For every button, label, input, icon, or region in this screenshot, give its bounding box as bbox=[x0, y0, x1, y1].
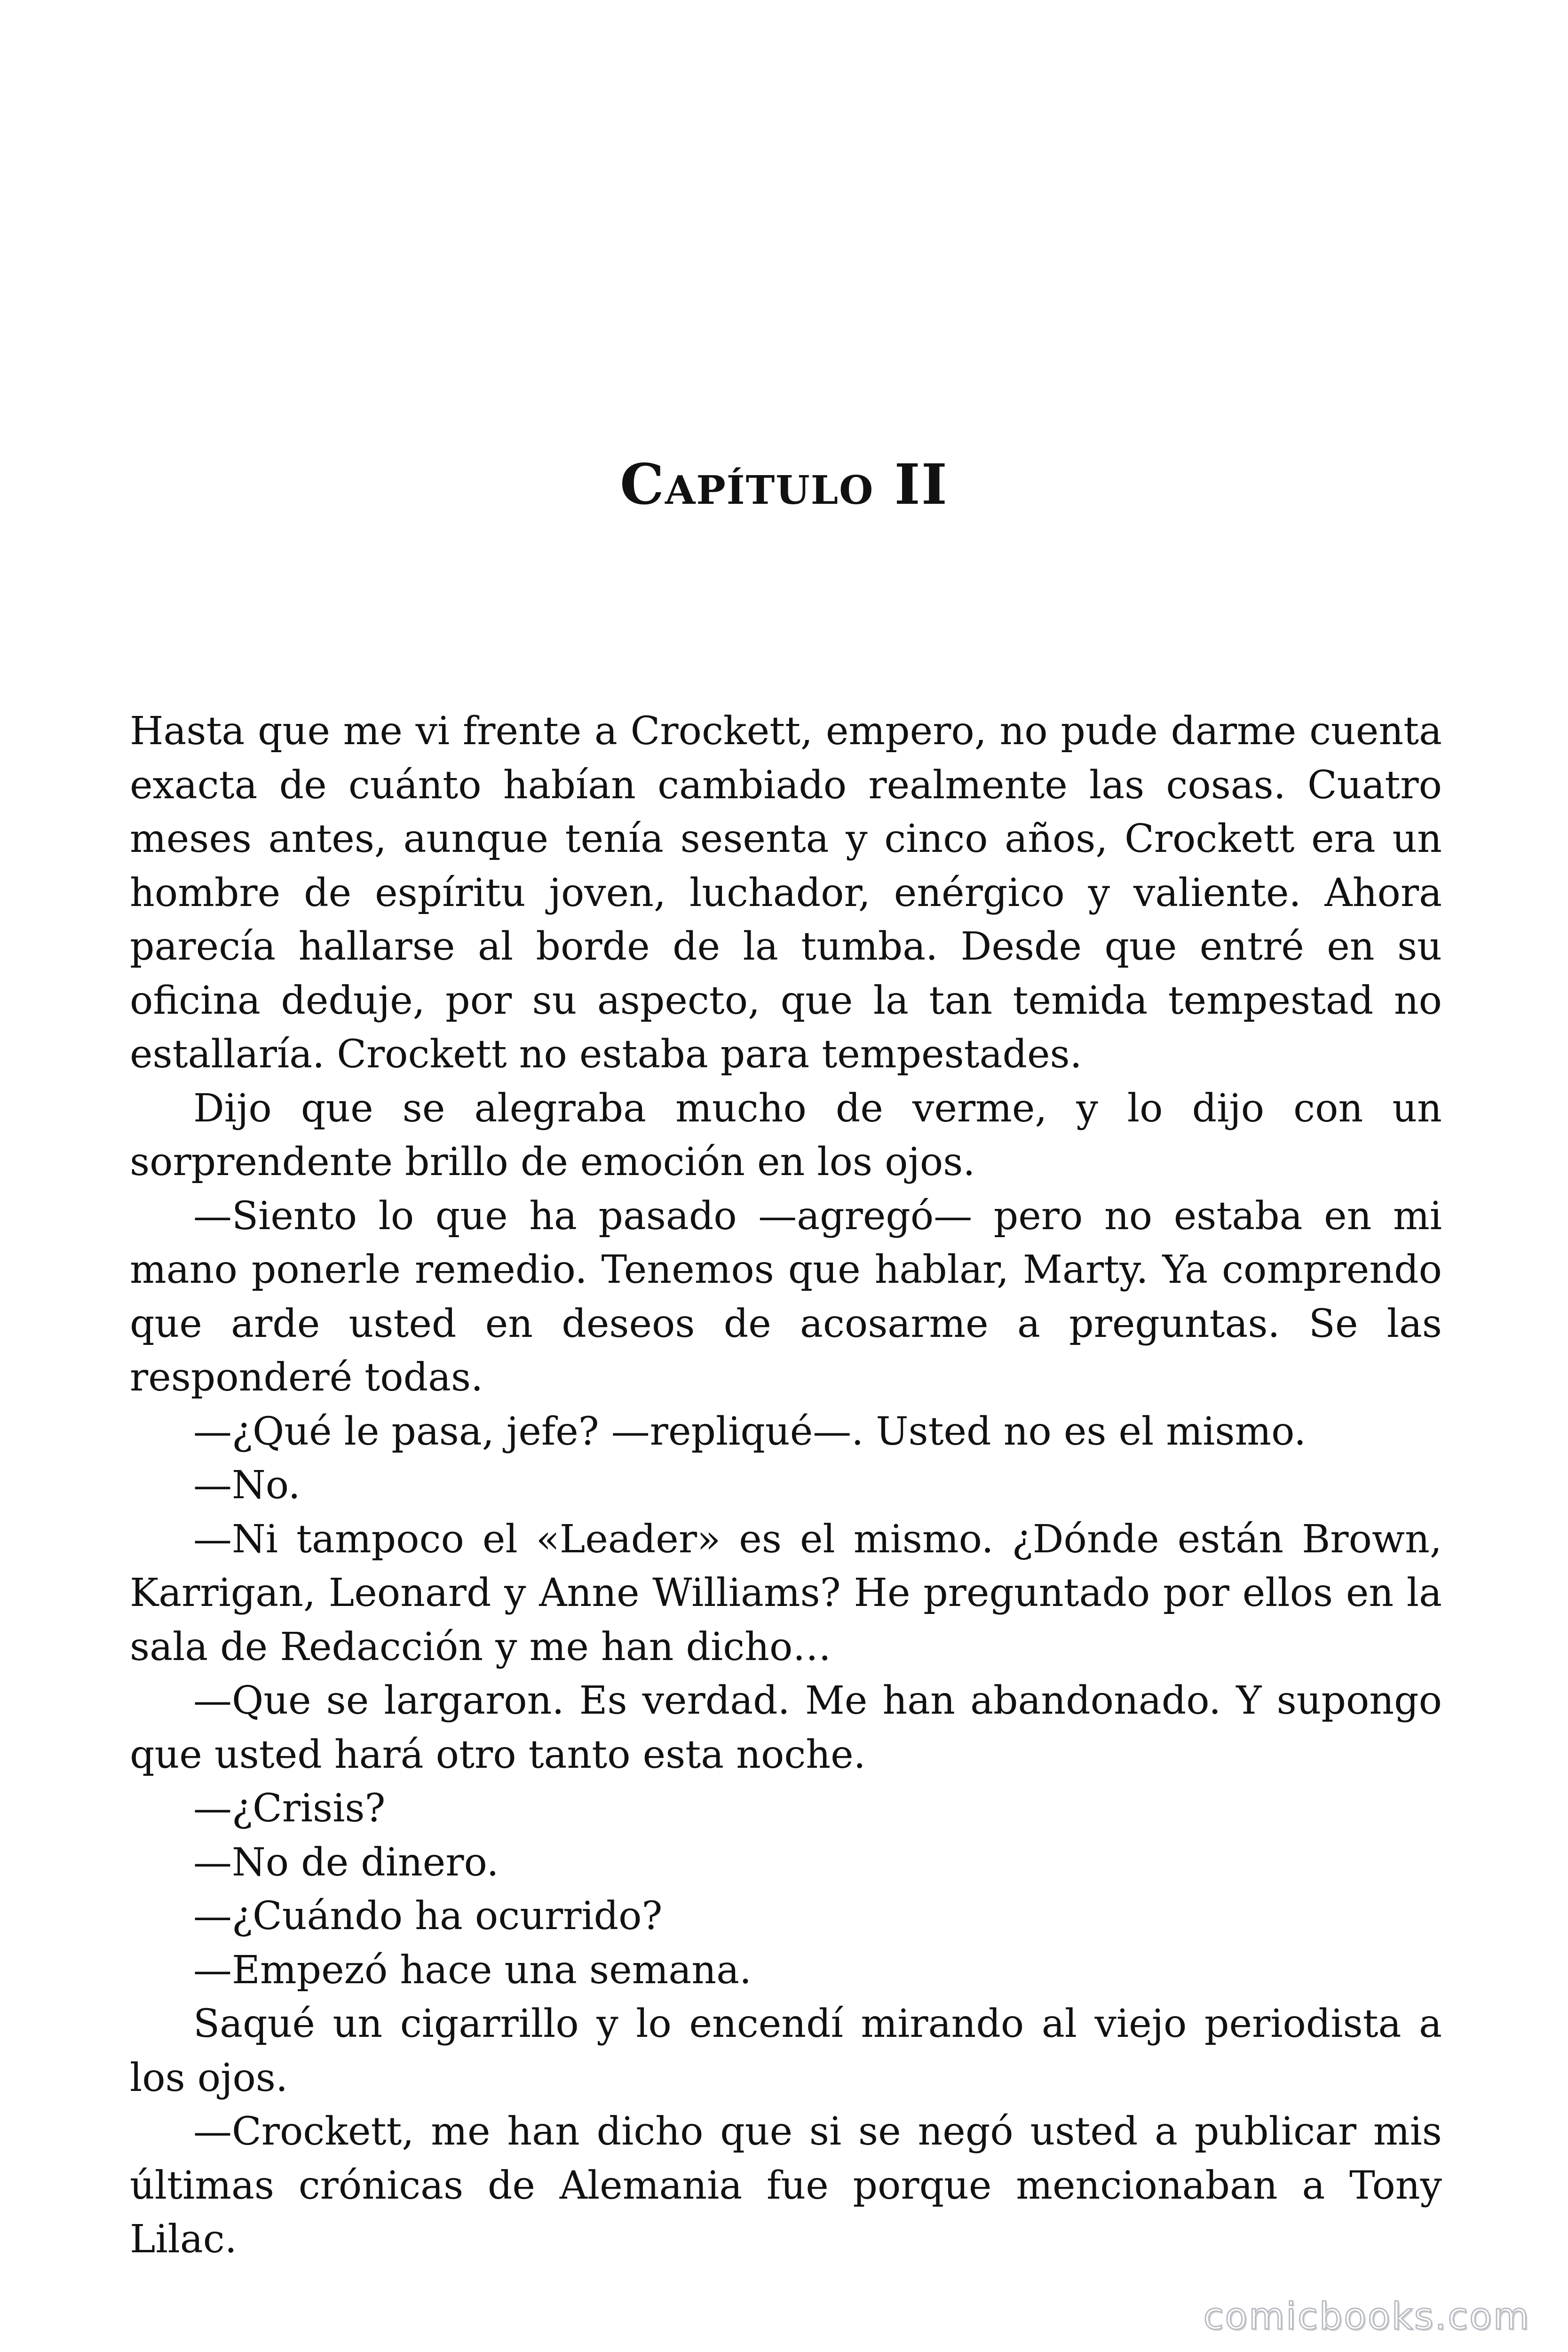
dialogue-line: —Que se largaron. Es verdad. Me han abandonado. Y supongo que usted hará otro tanto esta noche. bbox=[130, 1678, 1442, 1777]
dialogue-line: —Ni tampoco el «Leader» es el mismo. ¿Dónde están Brown, Karrigan, Leonard y Anne Williams? He preguntado por ellos en la sala de Redacción y me han dicho… bbox=[130, 1517, 1442, 1669]
dialogue-line: —Empezó hace una semana. bbox=[193, 1947, 752, 1993]
dialogue-line: —¿Qué le pasa, jefe? —repliqué—. Usted no es el mismo. bbox=[193, 1409, 1307, 1454]
chapter-body bbox=[130, 705, 1442, 2267]
watermark-logo: comicbooks.com bbox=[1203, 2296, 1530, 2338]
paragraph: Hasta que me vi frente a Crockett, empero, no pude darme cuenta exacta de cuánto habían cambiado realmente las cosas. Cuatro meses antes, aunque tenía sesenta y cinco años, Crockett era un hombre de espíritu joven, luchador, enérgico y valiente. Ahora parecía hallarse al borde de la tumba. Desde que entré en su oficina deduje, por su aspecto, que la tan temida tempestad no estallaría. Crockett no estaba para tempestades. bbox=[130, 709, 1442, 1077]
paragraph: Saqué un cigarrillo y lo encendí mirando al viejo periodista a los ojos. bbox=[130, 2002, 1442, 2100]
dialogue-line: —¿Cuándo ha ocurrido? bbox=[193, 1894, 663, 1939]
chapter-title: Capítulo II bbox=[620, 452, 948, 517]
dialogue-line: —Siento lo que ha pasado —agregó— pero no estaba en mi mano ponerle remedio. Tenemos que hablar, Marty. Ya comprendo que arde usted en deseos de acosarme a preguntas. Se las responderé todas. bbox=[130, 1193, 1442, 1400]
dialogue-line: —Crockett, me han dicho que si se negó usted a publicar mis últimas crónicas de Alemania fue porque mencionaban a Tony Lilac. bbox=[130, 2109, 1442, 2262]
dialogue-line: —¿Crisis? bbox=[193, 1786, 386, 1831]
paragraph: Dijo que se alegraba mucho de verme, y lo dijo con un sorprendente brillo de emoción en los ojos. bbox=[130, 1086, 1442, 1184]
dialogue-line: —No de dinero. bbox=[193, 1840, 499, 1885]
dialogue-line: —No. bbox=[193, 1463, 301, 1508]
